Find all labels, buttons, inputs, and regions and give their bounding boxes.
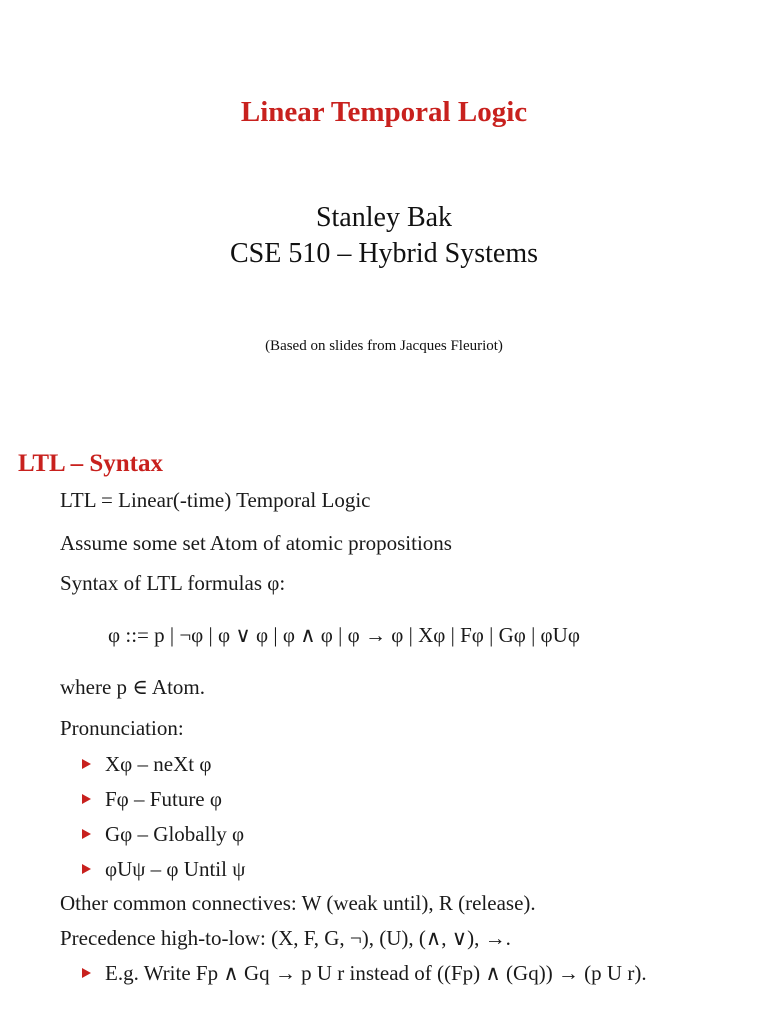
other-connectives: Other common connectives: W (weak until), R (release).	[60, 891, 536, 915]
list-item	[82, 752, 211, 777]
bullet-triangle-icon	[82, 864, 91, 874]
list-item-text: Fφ – Future φ	[105, 787, 222, 811]
author-block	[0, 200, 768, 272]
list-item	[82, 822, 244, 847]
example-text: E.g. Write Fp ∧ Gq → p U r instead of ((Fp) ∧ (Gq)) → (p U r).	[105, 961, 647, 985]
bullet-triangle-icon	[82, 794, 91, 804]
pronunciation-heading: Pronunciation:	[60, 716, 184, 740]
precedence-line: Precedence high-to-low: (X, F, G, ¬), (U), (∧, ∨), →.	[60, 926, 511, 950]
list-item-text: Xφ – neXt φ	[105, 752, 212, 776]
author-name: Stanley Bak	[315, 202, 453, 233]
bullet-triangle-icon	[82, 759, 91, 769]
grammar-formula: φ ::= p | ¬φ | φ ∨ φ | φ ∧ φ | φ → φ | Xφ | Fφ | Gφ | φUφ	[108, 623, 580, 647]
list-item	[82, 787, 222, 812]
list-item-text: Gφ – Globally φ	[105, 822, 245, 846]
where-clause: where p ∈ Atom.	[60, 675, 206, 699]
list-item-text: φUψ – φ Until ψ	[105, 857, 246, 881]
syntax-intro: Syntax of LTL formulas φ:	[60, 571, 286, 595]
credit-note: (Based on slides from Jacques Fleuriot)	[265, 338, 503, 354]
bullet-triangle-icon	[82, 829, 91, 839]
atom-assumption: Assume some set Atom of atomic propositions	[60, 531, 452, 555]
ltl-definition: LTL = Linear(-time) Temporal Logic	[60, 488, 371, 512]
example-item	[82, 961, 647, 986]
slide-title: LTL – Syntax	[18, 450, 163, 477]
list-item	[82, 857, 245, 882]
title-slide	[0, 0, 768, 420]
syntax-slide	[0, 440, 768, 1024]
presentation-title: Linear Temporal Logic	[240, 96, 528, 128]
bullet-triangle-icon	[82, 968, 91, 978]
course-name: CSE 510 – Hybrid Systems	[229, 238, 539, 269]
